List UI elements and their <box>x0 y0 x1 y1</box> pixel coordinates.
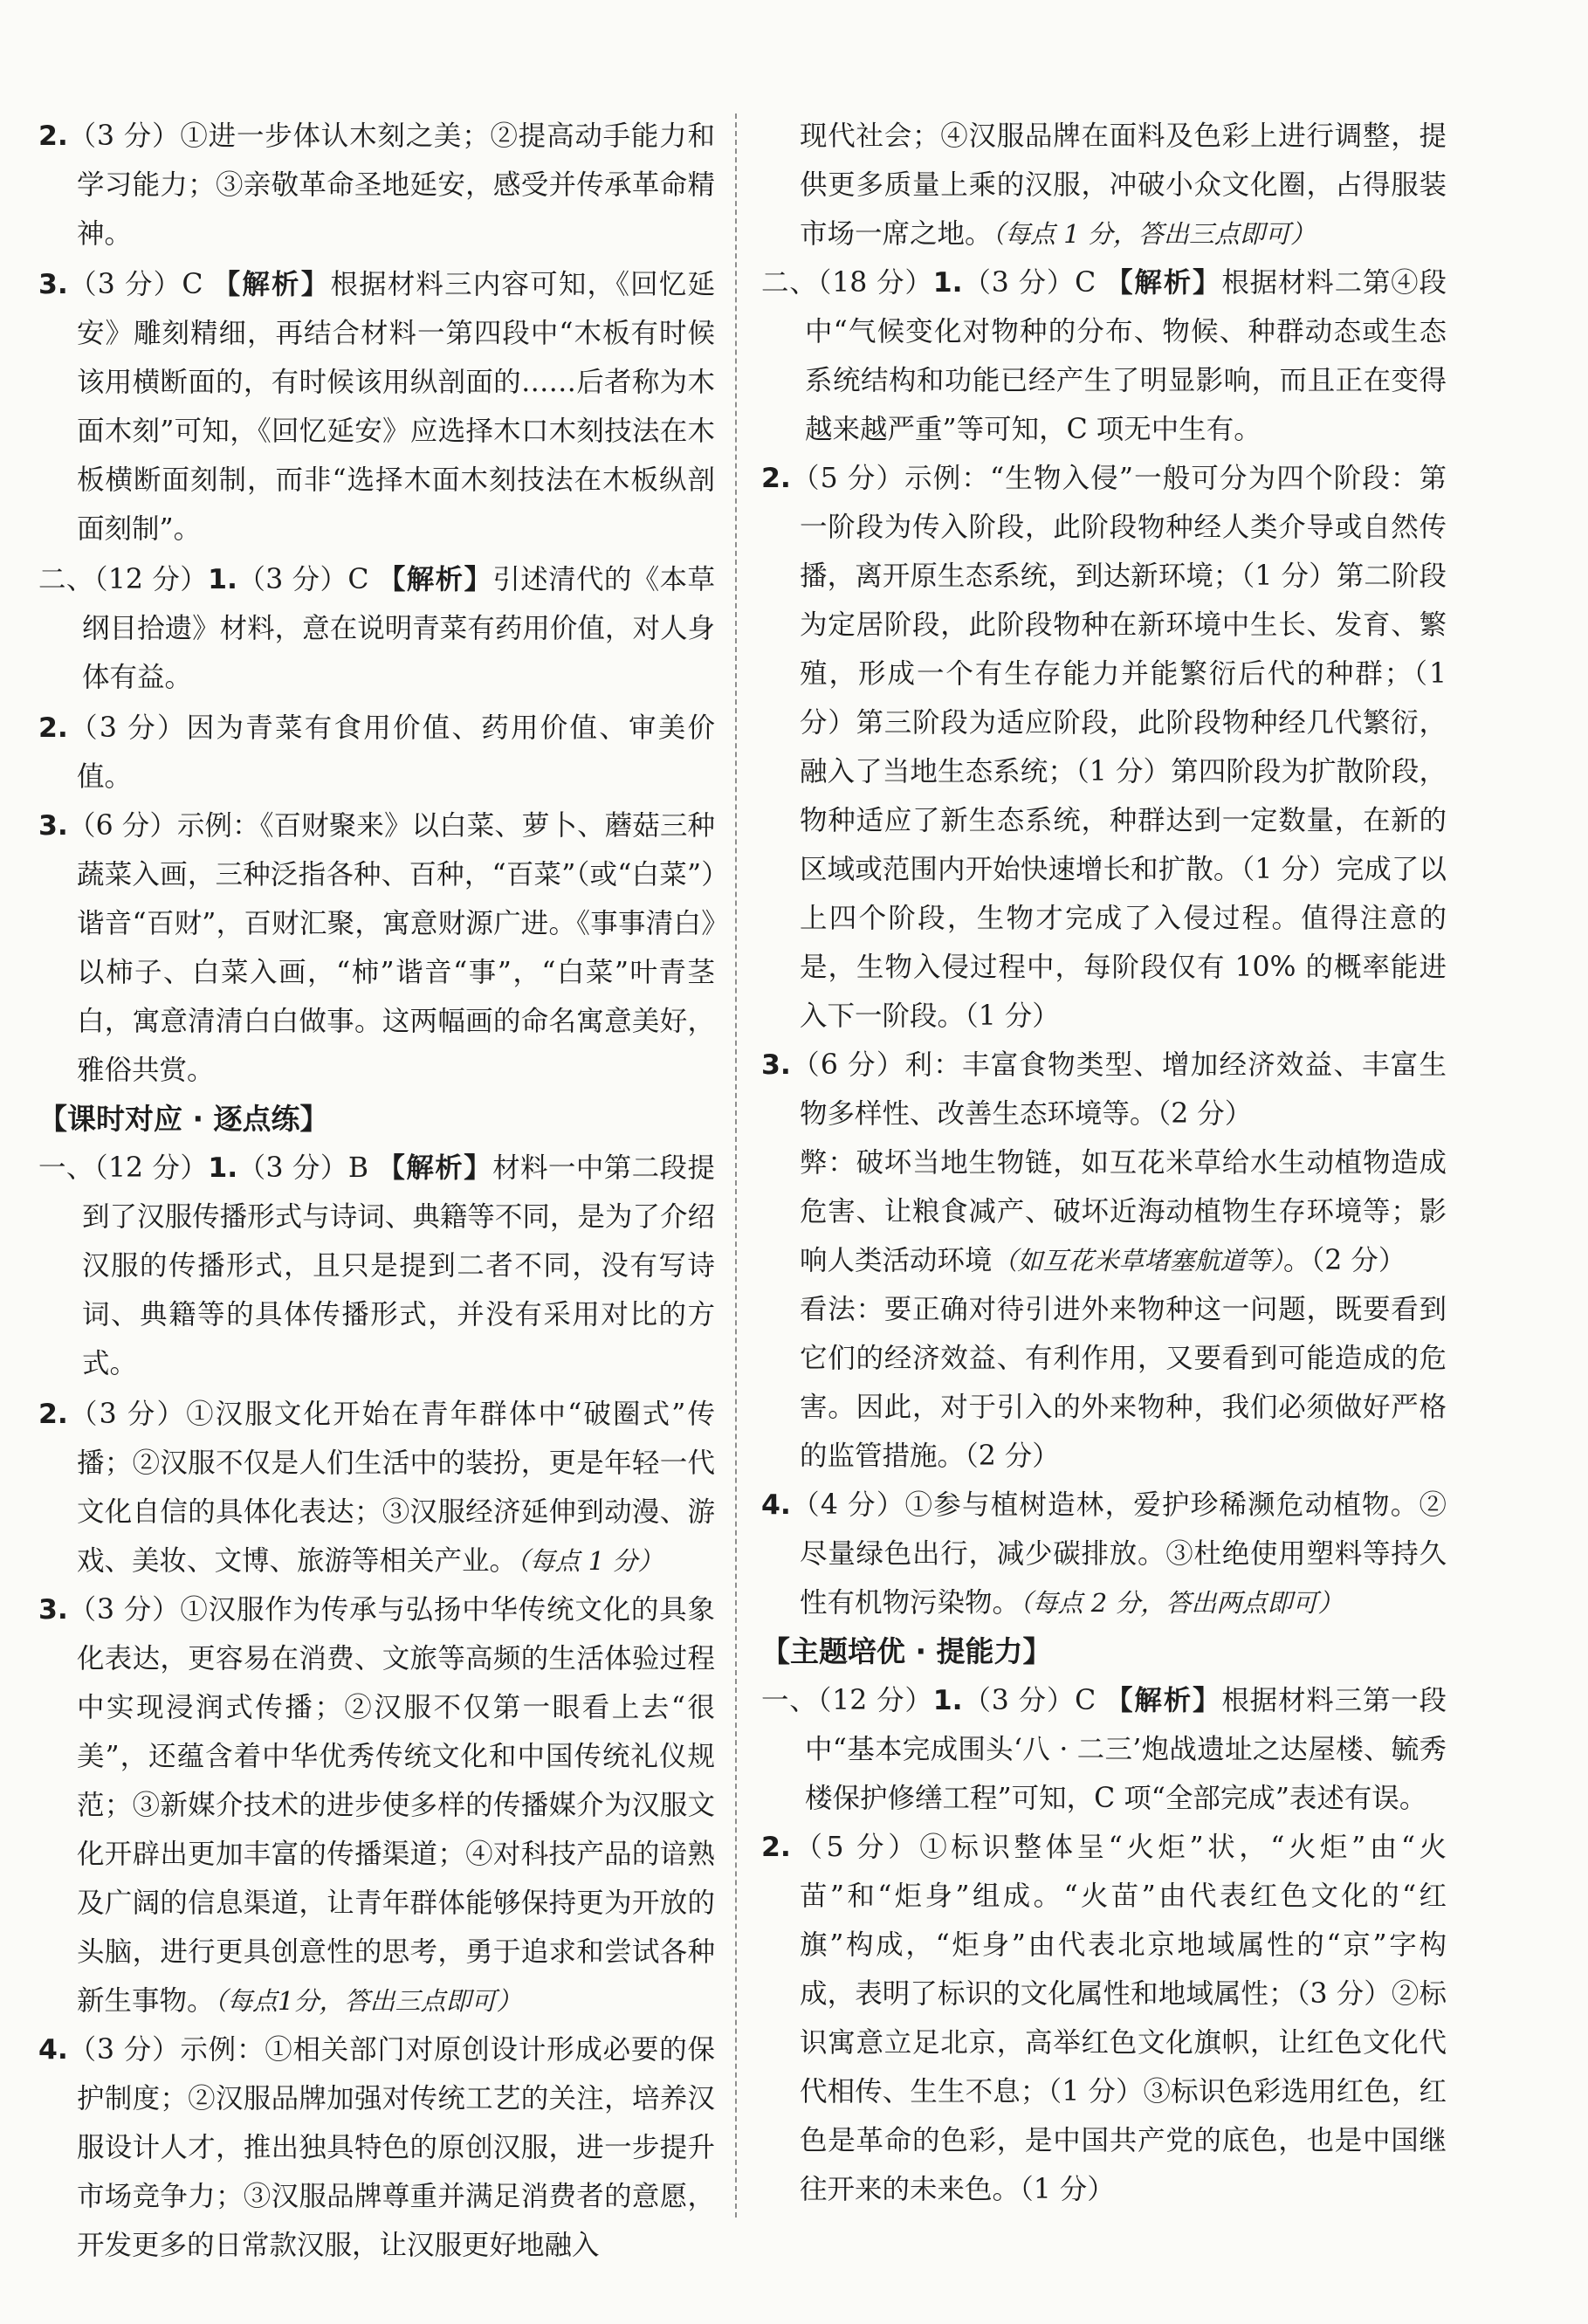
analysis-text: 根据材料三第一段中“基本完成围头‘八 · 二三’炮战遗址之达屋楼、毓秀楼保护修缮工程”可知，C 项“全部完成”表述有误。 <box>805 1685 1447 1814</box>
scoring-note: （每点 1 分，答出三点即可） <box>992 219 1316 249</box>
analysis-text: 根据材料二第④段中“气候变化对物种的分布、物候、种群动态或生态系统结构和功能已经产生了明显影响，而且正在变得越来越严重”等可知，C 项无中生有。 <box>805 267 1447 445</box>
analysis-text: 引述清代的《本草纲目拾遗》材料，意在说明青菜有药用价值，对人身体有益。 <box>82 564 715 693</box>
left-column <box>38 112 715 2270</box>
question-number: 2. <box>38 1399 68 1430</box>
scoring-note: （如互花米草堵塞航道等） <box>992 1246 1284 1275</box>
answer-text: （3 分）示例：①相关部门对原创设计形成必要的保护制度；②汉服品牌加强对传统工艺的关注，培养汉服设计人才，推出独具特色的原创汉服，进一步提升市场竞争力；③汉服品牌尊重并满足消费者的意愿，开发更多的日常款汉服，让汉服更好地融入 <box>67 2034 715 2261</box>
section-score: （12 分） <box>93 564 209 595</box>
section-lead: 二、 <box>38 564 94 595</box>
answer-2-a <box>38 112 715 258</box>
section-heading-advanced: 【主题培优 · 提能力】 <box>761 1634 1052 1668</box>
scoring-note: （每点 2 分，答出两点即可） <box>1020 1588 1344 1618</box>
section-score: （12 分） <box>817 1685 933 1716</box>
question-number: 3. <box>38 269 68 300</box>
analysis-tag: 【解析】 <box>1105 1684 1222 1716</box>
answer-4-d <box>761 1481 1447 1627</box>
answer-text: （5 分）①标识整体呈“火炬”状，“火炬”由“火苗”和“炬身”组成。“火苗”由代表红色文化的“红旗”构成，“炬身”由代表北京地域属性的“京”字构成，表明了标识的文化属性和地域属性；（3 分）②标识寓意立足北京，高举红色文化旗帜，让红色文化代代相传、生生不息；（1 分）③标识色彩选用红色，红色是革命的色彩，是中国共产党的底色，也是中国继往开来的未来色。（1 分） <box>790 1832 1447 2205</box>
answer-3-a <box>38 260 715 553</box>
answer-score: （3 分）C <box>962 267 1096 299</box>
section-score: （12 分） <box>93 1152 209 1184</box>
analysis-tag: 【解析】 <box>377 563 493 595</box>
section-lead: 一、 <box>761 1685 818 1716</box>
analysis-text: 材料一中第二段提到了汉服传播形式与诗词、典籍等不同，是为了介绍汉服的传播形式，且只是提到二者不同，没有写诗词、典籍等的具体传播形式，并没有采用对比的方式。 <box>82 1152 715 1379</box>
section-2-b <box>761 258 1447 454</box>
answer-4-c <box>38 2025 715 2270</box>
section-lead: 二、 <box>761 267 818 299</box>
analysis-tag: 【解析】 <box>1105 266 1222 299</box>
answer-text: （6 分）利：丰富食物类型、增加经济效益、丰富生物多样性、改善生态环境等。（2 分） <box>790 1049 1447 1130</box>
answer-text: （3 分）因为青菜有食用价值、药用价值、审美价值。 <box>67 712 715 793</box>
answer-4-c-continued <box>761 112 1447 258</box>
answer-text: 看法：要正确对待引进外来物种这一问题，既要看到它们的经济效益、有利作用，又要看到可能造成的危害。因此，对于引入的外来物种，我们必须做好严格的监管措施。（2 分） <box>800 1294 1447 1472</box>
section-lead: 一、 <box>38 1152 94 1184</box>
answer-2-c <box>38 1390 715 1585</box>
question-number: 4. <box>761 1489 791 1521</box>
question-number: 2. <box>761 1832 791 1863</box>
answer-text: （3 分）①汉服作为传承与弘扬中华传统文化的具象化表达，更容易在消费、文旅等高频的生活体验过程中实现浸润式传播；②汉服不仅第一眼看上去“很美”，还蕴含着中华优秀传统文化和中国传统礼仪规范；③新媒介技术的进步使多样的传播媒介为汉服文化开辟出更加丰富的传播渠道；④对科技产品的谙熟及广阔的信息渠道，让青年群体能够保持更为开放的头脑，进行更具创意性的思考，勇于追求和尝试各种新生事物。 <box>67 1594 715 2017</box>
column-divider <box>735 113 737 2217</box>
question-number: 3. <box>38 810 68 842</box>
question-number: 1. <box>932 267 963 299</box>
section-1 <box>38 1144 715 1388</box>
right-column <box>761 112 1447 2214</box>
answer-3-c <box>38 1585 715 2025</box>
question-number: 2. <box>761 463 791 494</box>
scoring-note: （每点1分，答出三点即可） <box>214 1986 522 2016</box>
answer-score: （3 分）B <box>237 1152 368 1184</box>
answer-3-d-opinion <box>761 1285 1447 1481</box>
analysis-tag: 【解析】 <box>377 1152 493 1184</box>
answer-3-b <box>38 801 715 1095</box>
question-number: 1. <box>208 1152 238 1184</box>
section-1-b <box>761 1676 1447 1823</box>
section-heading-practice: 【课时对应 · 逐点练】 <box>38 1102 329 1136</box>
answer-score: （3 分）C <box>67 269 203 300</box>
question-number: 1. <box>208 564 237 595</box>
answer-score: （3 分）C <box>962 1685 1096 1716</box>
section-2-a <box>38 555 715 702</box>
answer-3-d <box>761 1041 1447 1138</box>
scoring-note: （每点 1 分） <box>517 1546 663 1576</box>
answer-3-d-drawbacks <box>761 1138 1447 1285</box>
answer-text: 。（2 分） <box>1283 1245 1406 1276</box>
answer-score: （3 分）C <box>237 564 369 595</box>
answer-text: （3 分）①汉服文化开始在青年群体中“破圈式”传播；②汉服不仅是人们生活中的装扮，更是年轻一代文化自信的具体化表达；③汉服经济延伸到动漫、游戏、美妆、文博、旅游等相关产业。 <box>67 1399 715 1577</box>
answer-text: （4 分）①参与植树造林，爱护珍稀濒危动植物。②尽量绿色出行，减少碳排放。③杜绝使用塑料等持久性有机物污染物。 <box>790 1489 1447 1619</box>
answer-text: 现代社会；④汉服品牌在面料及色彩上进行调整，提供更多质量上乘的汉服，冲破小众文化圈，占得服装市场一席之地。 <box>800 120 1447 250</box>
answer-text: （3 分）①进一步体认木刻之美；②提高动手能力和学习能力；③亲敬革命圣地延安，感受并传承革命精神。 <box>67 120 715 250</box>
analysis-text: 根据材料三内容可知，《回忆延安》雕刻精细，再结合材料一第四段中“木板有时候该用横断面的，有时候该用纵剖面的……后者称为木面木刻”可知，《回忆延安》应选择木口木刻技法在木板横断面刻制，而非“选择木面木刻技法在木板纵剖面刻制”。 <box>77 269 715 545</box>
answer-text: 弊：破坏当地生物链，如互花米草给水生动植物造成危害、让粮食减产、破坏近海动植物生存环境等；影响人类活动环境 <box>800 1147 1447 1276</box>
answer-2-d <box>761 454 1447 1041</box>
question-number: 3. <box>38 1594 68 1626</box>
analysis-tag: 【解析】 <box>212 268 331 300</box>
answer-2-e <box>761 1823 1447 2214</box>
question-number: 2. <box>38 712 68 744</box>
question-number: 1. <box>932 1685 963 1716</box>
section-score: （18 分） <box>817 267 933 299</box>
answer-text: （5 分）示例：“生物入侵”一般可分为四个阶段：第一阶段为传入阶段，此阶段物种经人类介导或自然传播，离开原生态系统，到达新环境；（1 分）第二阶段为定居阶段，此阶段物种在新环境中生长、发育、繁殖，形成一个有生存能力并能繁衍后代的种群；（1 分）第三阶段为适应阶段，此阶段物种经几代繁衍，融入了当地生态系统；（1 分）第四阶段为扩散阶段，物种适应了新生态系统，种群达到一定数量，在新的区域或范围内开始快速增长和扩散。（1 分）完成了以上四个阶段，生物才完成了入侵过程。值得注意的是，生物入侵过程中，每阶段仅有 10% 的概率能进入下一阶段。（1 分） <box>790 463 1447 1032</box>
question-number: 2. <box>38 120 68 152</box>
question-number: 3. <box>761 1049 791 1081</box>
answer-2-b <box>38 704 715 801</box>
question-number: 4. <box>38 2034 68 2066</box>
answer-text: （6 分）示例：《百财聚来》以白菜、萝卜、蘑菇三种蔬菜入画，三种泛指各种、百种，“百菜”（或“白菜”）谐音“百财”，百财汇聚，寓意财源广进。《事事清白》以柿子、白菜入画，“柿”谐音“事”，“白菜”叶青茎白，寓意清清白白做事。这两幅画的命名寓意美好，雅俗共赏。 <box>67 810 715 1086</box>
